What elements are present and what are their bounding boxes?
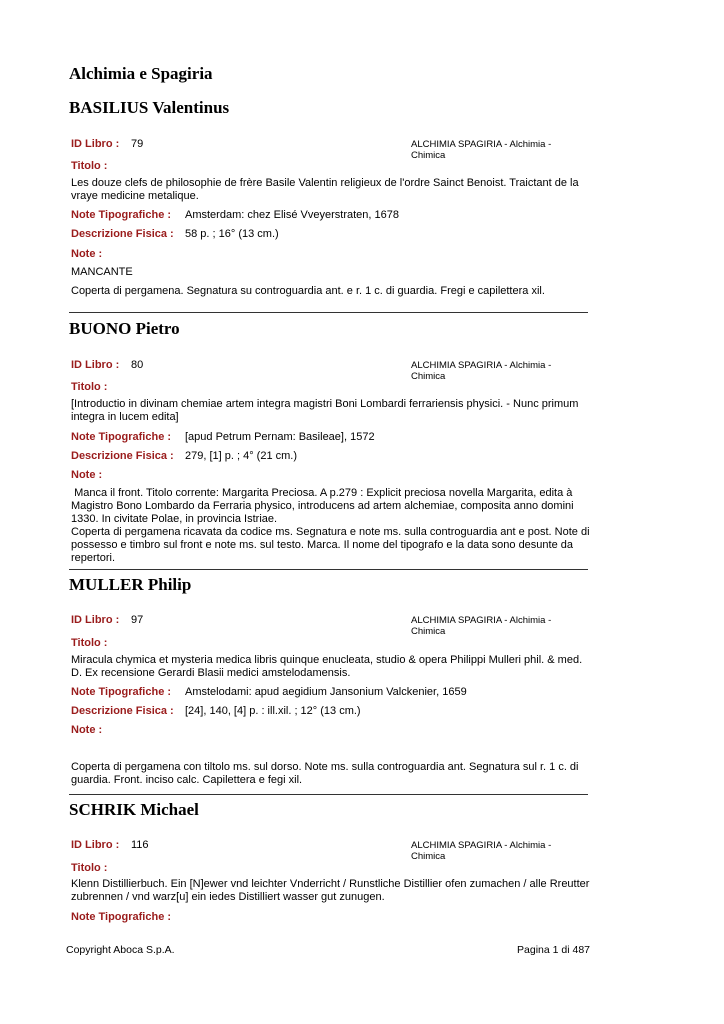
- note-text: MANCANTE: [71, 266, 133, 278]
- author-heading: BUONO Pietro: [69, 319, 180, 338]
- id-value: 80: [131, 359, 144, 371]
- descrizione-fisica-value: 279, [1] p. ; 4° (21 cm.): [185, 450, 298, 462]
- note-tipografiche-label: Note Tipografiche :: [71, 431, 172, 443]
- note-text: Manca il front. Titolo corrente: Margarita Preciosa. A p.279 : Explicit preciosa novella Margarita, edita à Magistro Bono Lombardo da Ferraria physico, introducens ad artem alchemiae, composita anno domini 1330. In civitate Polae, in provincia Istriae. Coperta di pergamena ricavata da codice ms. Segnatura e note ms. sulla controguardia ant e post. Note di possesso e timbro sul front e note ms. sul testo. Marca. Il nome del tipografo e la data sono desunte da repertori.: [71, 487, 590, 564]
- note-tipografiche-label: Note Tipografiche :: [71, 911, 172, 923]
- titolo-text: Miracula chymica et mysteria medica libris quinque enucleata, studio & opera Philippi Mulleri phil. & med. D. Ex recensione Gerardi Blasii medici amstelodamensis.: [71, 654, 583, 679]
- descrizione-fisica-label: Descrizione Fisica :: [71, 450, 174, 462]
- note-label: Note :: [71, 469, 103, 481]
- author-heading: MULLER Philip: [69, 575, 192, 594]
- id-label: ID Libro :: [71, 359, 120, 371]
- id-label: ID Libro :: [71, 614, 120, 626]
- divider: [69, 794, 588, 795]
- divider: [69, 569, 588, 570]
- titolo-label: Titolo :: [71, 637, 108, 649]
- titolo-label: Titolo :: [71, 381, 108, 393]
- author-heading: SCHRIK Michael: [69, 800, 199, 819]
- titolo-text: Les douze clefs de philosophie de frère Basile Valentin religieux de l'ordre Sainct Benoist. Traictant de la vraye medicine metalique.: [71, 177, 579, 202]
- descrizione-fisica-label: Descrizione Fisica :: [71, 705, 174, 717]
- note-text: Coperta di pergamena con tiltolo ms. sul dorso. Note ms. sulla controguardia ant. Segnatura sul r. 1 c. di guardia. Front. inciso calc. Capilettera e fegi xil.: [71, 761, 579, 786]
- note-tipografiche-value: Amstelodami: apud aegidium Jansonium Valckenier, 1659: [185, 686, 467, 698]
- id-value: 97: [131, 614, 144, 626]
- descrizione-fisica-value: [24], 140, [4] p. : ill.xil. ; 12° (13 cm.): [185, 705, 361, 717]
- titolo-text: Klenn Distillierbuch. Ein [N]ewer vnd leichter Vnderricht / Runstliche Distillier ofen zumachen / alle Rreutter zubrennen / vnd warz[u] ein iedes Distilliert wasser gut zunugen.: [71, 878, 590, 903]
- category-text: ALCHIMIA SPAGIRIA - Alchimia - Chimica: [411, 615, 552, 637]
- note-tipografiche-value: [apud Petrum Pernam: Basileae], 1572: [185, 431, 375, 443]
- category-text: ALCHIMIA SPAGIRIA - Alchimia - Chimica: [411, 139, 552, 161]
- titolo-label: Titolo :: [71, 160, 108, 172]
- note-tipografiche-label: Note Tipografiche :: [71, 209, 172, 221]
- note-label: Note :: [71, 724, 103, 736]
- note-text: Coperta di pergamena. Segnatura su controguardia ant. e r. 1 c. di guardia. Fregi e capilettera xil.: [71, 285, 545, 297]
- category-text: ALCHIMIA SPAGIRIA - Alchimia - Chimica: [411, 840, 552, 862]
- id-label: ID Libro :: [71, 138, 120, 150]
- note-tipografiche-label: Note Tipografiche :: [71, 686, 172, 698]
- titolo-label: Titolo :: [71, 862, 108, 874]
- id-value: 116: [131, 839, 149, 851]
- descrizione-fisica-value: 58 p. ; 16° (13 cm.): [185, 228, 279, 240]
- titolo-text: [Introductio in divinam chemiae artem integra magistri Boni Lombardi ferrariensis physici. - Nunc primum integra in lucem edita]: [71, 398, 579, 423]
- note-label: Note :: [71, 248, 103, 260]
- footer-copyright: Copyright Aboca S.p.A.: [66, 944, 175, 956]
- note-tipografiche-value: Amsterdam: chez Elisé Vveyerstraten, 1678: [185, 209, 399, 221]
- id-value: 79: [131, 138, 144, 150]
- author-heading: BASILIUS Valentinus: [69, 98, 230, 117]
- category-text: ALCHIMIA SPAGIRIA - Alchimia - Chimica: [411, 360, 552, 382]
- id-label: ID Libro :: [71, 839, 120, 851]
- section-title: Alchimia e Spagiria: [69, 64, 213, 83]
- divider: [69, 312, 588, 313]
- descrizione-fisica-label: Descrizione Fisica :: [71, 228, 174, 240]
- footer-page-number: Pagina 1 di 487: [517, 944, 590, 956]
